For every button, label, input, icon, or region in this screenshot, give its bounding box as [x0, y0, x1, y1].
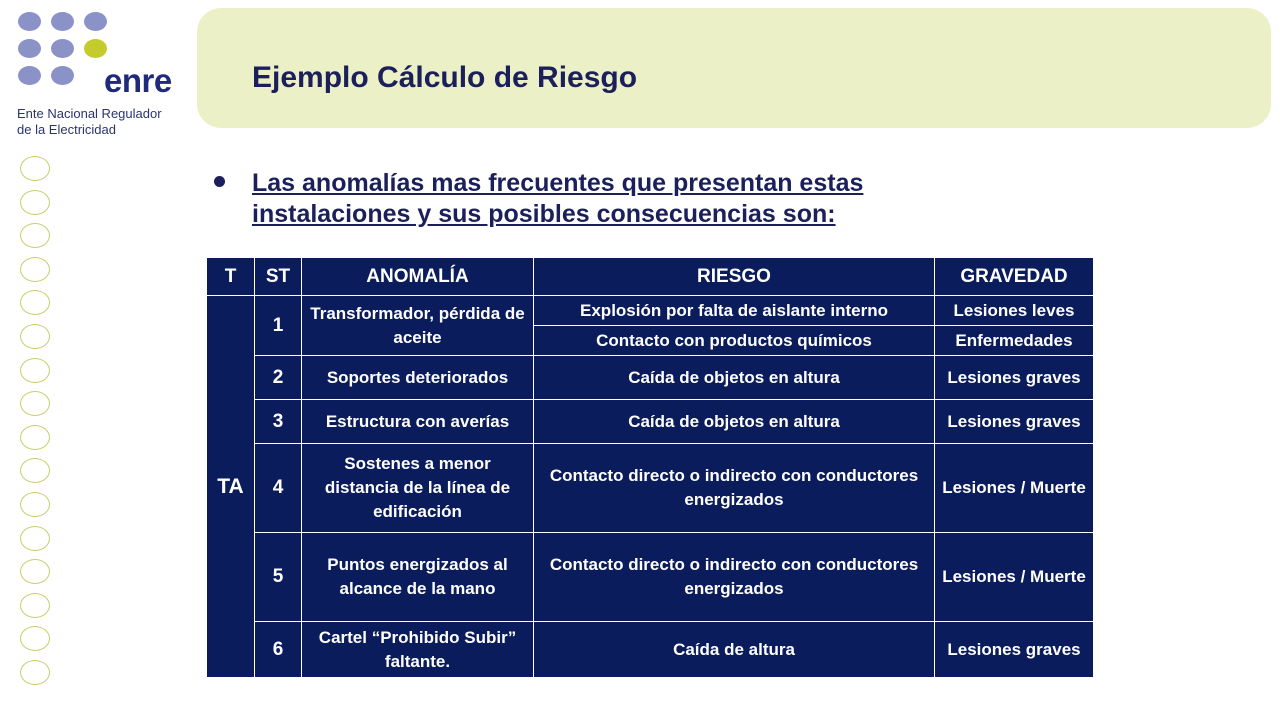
anomalia-cell: Cartel “Prohibido Subir” faltante. [302, 622, 534, 678]
st-cell: 2 [255, 356, 302, 400]
table-row [207, 622, 1094, 678]
riesgo-cell: Caída de altura [534, 622, 935, 678]
riesgo-cell: Contacto directo o indirecto con conductores energizados [534, 533, 935, 622]
logo-subtitle-line1: Ente Nacional Regulador [17, 106, 162, 121]
decorative-rings [20, 156, 54, 694]
logo-dot [84, 12, 107, 31]
page-title: Ejemplo Cálculo de Riesgo [252, 61, 638, 94]
st-cell: 5 [255, 533, 302, 622]
gravedad-cell: Lesiones leves [935, 296, 1094, 326]
gravedad-cell: Lesiones / Muerte [935, 444, 1094, 533]
enre-logo [16, 10, 196, 135]
ring-decoration [20, 593, 50, 618]
logo-dot [18, 12, 41, 31]
header-riesgo: RIESGO [534, 258, 935, 296]
table-row [207, 296, 1094, 326]
header-st: ST [255, 258, 302, 296]
st-cell: 4 [255, 444, 302, 533]
logo-dot [51, 12, 74, 31]
gravedad-cell: Lesiones graves [935, 400, 1094, 444]
logo-subtitle-line2: de la Electricidad [17, 122, 116, 137]
ring-decoration [20, 626, 50, 651]
table-header-row [207, 258, 1094, 296]
gravedad-cell: Lesiones graves [935, 356, 1094, 400]
riesgo-cell: Caída de objetos en altura [534, 400, 935, 444]
logo-dot-accent [84, 39, 107, 58]
ring-decoration [20, 190, 50, 215]
logo-dot [51, 39, 74, 58]
riesgo-cell: Contacto con productos químicos [534, 326, 935, 356]
gravedad-cell: Lesiones / Muerte [935, 533, 1094, 622]
header-gravedad: GRAVEDAD [935, 258, 1094, 296]
riesgo-cell: Explosión por falta de aislante interno [534, 296, 935, 326]
ring-decoration [20, 425, 50, 450]
anomalia-cell: Transformador, pérdida de aceite [302, 296, 534, 356]
ring-decoration [20, 559, 50, 584]
logo-dot [51, 66, 74, 85]
ring-decoration [20, 223, 50, 248]
t-cell: TA [207, 296, 255, 678]
st-cell: 3 [255, 400, 302, 444]
header-t: T [207, 258, 255, 296]
logo-wordmark: enre [104, 62, 172, 99]
anomalia-cell: Puntos energizados al alcance de la mano [302, 533, 534, 622]
gravedad-cell: Enfermedades [935, 326, 1094, 356]
ring-decoration [20, 257, 50, 282]
table-row [207, 533, 1094, 622]
st-cell: 1 [255, 296, 302, 356]
ring-decoration [20, 358, 50, 383]
table-row [207, 444, 1094, 533]
ring-decoration [20, 526, 50, 551]
table-row [207, 400, 1094, 444]
st-cell: 6 [255, 622, 302, 678]
riesgo-cell: Caída de objetos en altura [534, 356, 935, 400]
anomalia-cell: Estructura con averías [302, 400, 534, 444]
ring-decoration [20, 156, 50, 181]
logo-dot [18, 66, 41, 85]
bullet-text: Las anomalías mas frecuentes que presentan estas instalaciones y sus posibles consecuencias son: [252, 169, 864, 228]
ring-decoration [20, 660, 50, 685]
ring-decoration [20, 290, 50, 315]
bullet-icon [214, 176, 225, 187]
anomalia-cell: Sostenes a menor distancia de la línea de edificación [302, 444, 534, 533]
gravedad-cell: Lesiones graves [935, 622, 1094, 678]
ring-decoration [20, 391, 50, 416]
anomalia-cell: Soportes deteriorados [302, 356, 534, 400]
logo-subtitle [17, 106, 217, 138]
ring-decoration [20, 324, 50, 349]
header-anomalia: ANOMALÍA [302, 258, 534, 296]
ring-decoration [20, 458, 50, 483]
riesgo-cell: Contacto directo o indirecto con conductores energizados [534, 444, 935, 533]
ring-decoration [20, 492, 50, 517]
risk-table [206, 257, 1094, 678]
logo-dot [18, 39, 41, 58]
table-row [207, 356, 1094, 400]
